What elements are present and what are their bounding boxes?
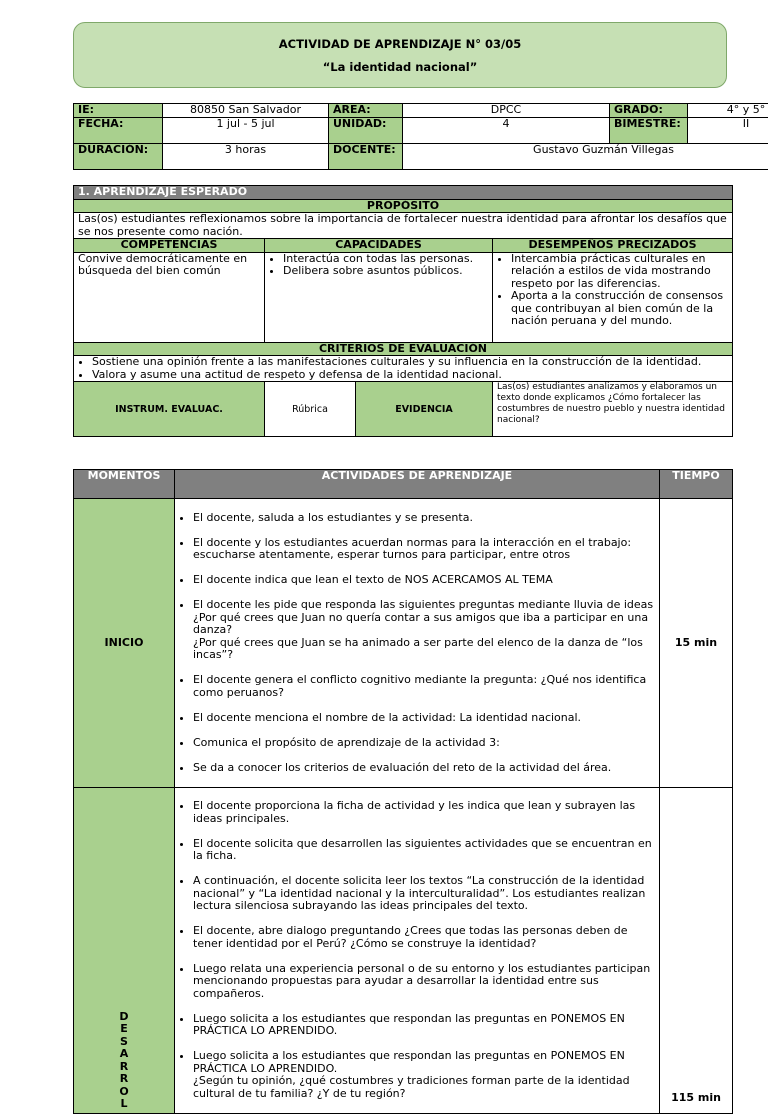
criterio-item: • Sostiene una opinión frente a las manifestaciones culturales y su influencia en la construcción de la identidad.	[92, 356, 728, 369]
activity-title: ACTIVIDAD DE APRENDIZAJE N° 03/05	[74, 37, 726, 51]
criterios-cell	[74, 356, 733, 382]
inicio-item: • El docente y los estudiantes acuerdan normas para la interacción en el trabajo: escucharse atentamente, esperar turnos para participar, entre otros	[193, 537, 655, 562]
proposito-header: PROPÓSITO	[74, 199, 733, 213]
inicio-label: INICIO	[74, 499, 175, 788]
unidad-label: UNIDAD:	[329, 117, 403, 143]
desarrollo-label: D E S A R R O L	[74, 787, 175, 1113]
desarrollo-activities	[175, 787, 660, 1113]
instrum-value: Rúbrica	[265, 382, 356, 437]
bimestre-label: BIMESTRE:	[610, 117, 688, 143]
inicio-item: • El docente les pide que responda las siguientes preguntas mediante lluvia de ideas ¿Por qué crees que Juan no quería contar a sus amigos que iba a participar en una danza? ¿Por qué crees que Juan se ha animado a ser parte del elenco de la danza de “los incas”?	[193, 599, 655, 662]
inicio-item: • El docente indica que lean el texto de NOS ACERCAMOS AL TEMA	[193, 574, 655, 587]
fecha-label: FECHA:	[74, 117, 163, 143]
momentos-header: MOMENTOS	[74, 470, 175, 499]
inicio-item: • El docente, saluda a los estudiantes y se presenta.	[193, 512, 655, 525]
desarrollo-tiempo: 115 min	[660, 787, 733, 1113]
evidencia-value: Las(os) estudiantes analizamos y elaboramos un texto donde explicamos ¿Cómo fortalecer las costumbres de nuestro pueblo y nuestra identidad nacional?	[493, 382, 733, 437]
capacidad-item: • Delibera sobre asuntos públicos.	[283, 265, 488, 278]
inicio-item: • El docente genera el conflicto cognitivo mediante la pregunta: ¿Qué nos identifica como peruanos?	[193, 674, 655, 699]
competencia-text: Convive democráticamente en búsqueda del bien común	[74, 252, 265, 342]
instrum-label: INSTRUM. EVALUAC.	[74, 382, 265, 437]
ie-value: 80850 San Salvador	[163, 104, 329, 118]
aprendizaje-table	[73, 185, 733, 437]
inicio-tiempo: 15 min	[660, 499, 733, 788]
desarrollo-item: • El docente, abre dialogo preguntando ¿Crees que todas las personas deben de tener identidad por el Perú? ¿Cómo se construye la identidad?	[193, 925, 655, 950]
actividades-table	[73, 469, 733, 1114]
inicio-item: • El docente menciona el nombre de la actividad: La identidad nacional.	[193, 712, 655, 725]
info-table	[73, 103, 768, 170]
competencias-header: COMPETENCIAS	[74, 239, 265, 253]
desarrollo-item: • El docente proporciona la ficha de actividad y les indica que lean y subrayen las ideas principales.	[193, 800, 655, 825]
tiempo-header: TIEMPO	[660, 470, 733, 499]
area-value: DPCC	[403, 104, 610, 118]
capacidades-header: CAPACIDADES	[265, 239, 493, 253]
grado-value: 4° y 5°	[688, 104, 768, 118]
section-title: 1. APRENDIZAJE ESPERADO	[74, 186, 733, 200]
desarrollo-item: • Luego relata una experiencia personal o de su entorno y los estudiantes participan mencionando propuestas para ayudar a desarrollar la identidad entre sus compañeros.	[193, 963, 655, 1001]
desempeno-item: • Intercambia prácticas culturales en relación a estilos de vida mostrando respeto por las diferencias.	[511, 253, 728, 291]
desempenos-cell	[493, 252, 733, 342]
proposito-text: Las(os) estudiantes reflexionamos sobre la importancia de fortalecer nuestra identidad para afrontar los desafíos que se nos presente como nación.	[74, 213, 733, 239]
docente-label: DOCENTE:	[329, 143, 403, 169]
activity-subtitle: “La identidad nacional”	[74, 60, 726, 74]
area-label: ÁREA:	[329, 104, 403, 118]
grado-label: GRADO:	[610, 104, 688, 118]
docente-value: Gustavo Guzmán Villegas	[403, 143, 768, 169]
criterios-header: CRITERIOS DE EVALUACIÓN	[74, 342, 733, 356]
capacidades-cell	[265, 252, 493, 342]
inicio-activities	[175, 499, 660, 788]
ie-label: IE:	[74, 104, 163, 118]
desarrollo-item: • A continuación, el docente solicita leer los textos “La construcción de la identidad nacional” y “La identidad nacional y la interculturalidad”. Los estudiantes realizan lectura silenciosa subrayando las ideas principales del texto.	[193, 875, 655, 913]
title-box	[73, 22, 727, 88]
desarrollo-item: • Luego solicita a los estudiantes que respondan las preguntas en PONEMOS EN PRÁCTICA LO APRENDIDO. ¿Según tu opinión, ¿qué costumbres y tradiciones forman parte de la identidad cultural de tu familia? ¿Y de tu región?	[193, 1050, 655, 1100]
desarrollo-item: • El docente solicita que desarrollen las siguientes actividades que se encuentran en la ficha.	[193, 838, 655, 863]
evidencia-label: EVIDENCIA	[356, 382, 493, 437]
desarrollo-item: • Luego solicita a los estudiantes que respondan las preguntas en PONEMOS EN PRÁCTICA LO APRENDIDO.	[193, 1013, 655, 1038]
bimestre-value: II	[688, 117, 768, 143]
actividades-header: ACTIVIDADES DE APRENDIZAJE	[175, 470, 660, 499]
inicio-item: • Se da a conocer los criterios de evaluación del reto de la actividad del área.	[193, 762, 655, 775]
capacidad-item: • Interactúa con todas las personas.	[283, 253, 488, 266]
inicio-item: • Comunica el propósito de aprendizaje de la actividad 3:	[193, 737, 655, 750]
desempenos-header: DESEMPEÑOS PRECIZADOS	[493, 239, 733, 253]
desempeno-item: • Aporta a la construcción de consensos que contribuyan al bien común de la nación peruana y del mundo.	[511, 290, 728, 328]
duracion-value: 3 horas	[163, 143, 329, 169]
unidad-value: 4	[403, 117, 610, 143]
duracion-label: DURACIÓN:	[74, 143, 163, 169]
criterio-item: • Valora y asume una actitud de respeto y defensa de la identidad nacional.	[92, 369, 728, 382]
fecha-value: 1 jul - 5 jul	[163, 117, 329, 143]
